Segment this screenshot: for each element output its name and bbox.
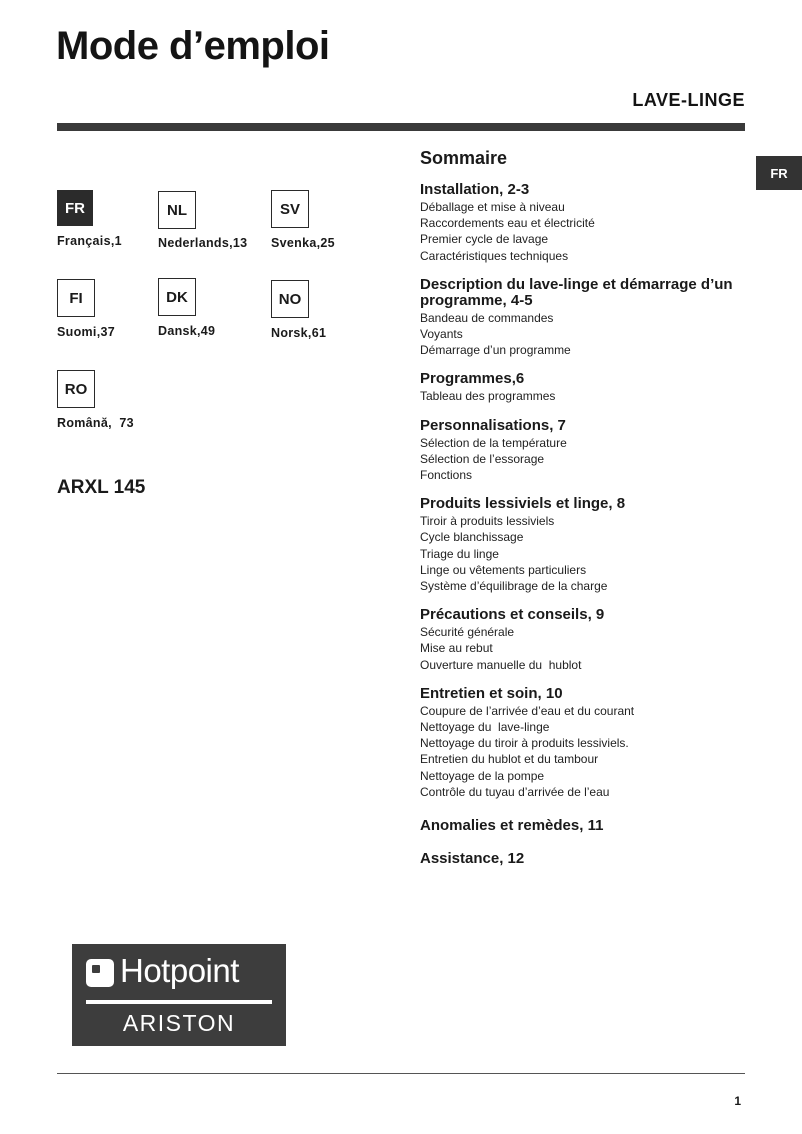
toc-item: Linge ou vêtements particuliers (420, 562, 587, 577)
toc-section-title: Programmes,6 (420, 370, 525, 388)
toc-section-precautions[interactable] (420, 607, 750, 673)
toc-item: Entretien du hublot et du tambour (420, 752, 599, 767)
hotpoint-ariston-logo (72, 944, 286, 1046)
toc-item: Nettoyage du lave-linge (420, 720, 550, 735)
language-code-box: FR (57, 190, 93, 226)
toc-item: Ouverture manuelle du hublot (420, 657, 582, 672)
logo-divider (86, 1000, 272, 1004)
language-code-box: RO (57, 370, 95, 408)
toc-item: Raccordements eau et électricité (420, 216, 595, 231)
toc-item: Triage du linge (420, 546, 499, 561)
language-label: Svenka,25 (271, 236, 335, 250)
language-side-tab[interactable]: FR (756, 156, 802, 190)
language-code-box: SV (271, 190, 309, 228)
language-label: Norsk,61 (271, 326, 327, 340)
toc-item: Contrôle du tuyau d’arrivée de l’eau (420, 784, 610, 799)
product-type: LAVE-LINGE (632, 90, 745, 110)
top-divider (57, 123, 745, 131)
toc-section-anomalies[interactable] (420, 818, 750, 834)
table-of-contents (420, 148, 750, 880)
toc-item: Tableau des programmes (420, 389, 556, 404)
hotpoint-square-icon (86, 959, 114, 987)
toc-item: Caractéristiques techniques (420, 248, 569, 263)
page-number: 1 (734, 1094, 741, 1108)
language-code-box: FI (57, 279, 95, 317)
language-code-box: DK (158, 278, 196, 316)
toc-item: Nettoyage de la pompe (420, 768, 545, 783)
toc-section-title: Entretien et soin, 10 (420, 684, 563, 702)
language-code-box: NL (158, 191, 196, 229)
toc-section-title: Assistance, 12 (420, 850, 525, 868)
language-link-nl[interactable] (158, 191, 278, 250)
toc-section-title: Anomalies et remèdes, 11 (420, 817, 604, 835)
bottom-divider (57, 1073, 745, 1074)
toc-item: Nettoyage du tiroir à produits lessiviels. (420, 736, 629, 751)
language-label: Français,1 (57, 234, 122, 248)
language-code-box: NO (271, 280, 309, 318)
toc-section-title: Description du lave-linge et démarrage d’un programme, 4-5 (420, 275, 733, 309)
toc-section-title: Personnalisations, 7 (420, 416, 566, 434)
language-link-sv[interactable] (271, 190, 391, 250)
toc-item: Voyants (420, 327, 463, 342)
toc-item: Démarrage d’un programme (420, 343, 571, 358)
toc-item: Premier cycle de lavage (420, 232, 549, 247)
toc-section-programmes[interactable] (420, 371, 750, 404)
toc-item: Mise au rebut (420, 641, 493, 656)
toc-item: Sécurité générale (420, 625, 515, 640)
toc-section-produits[interactable] (420, 496, 750, 594)
toc-item: Sélection de la température (420, 435, 567, 450)
model-number: ARXL 145 (57, 477, 146, 498)
language-label: Suomi,37 (57, 325, 115, 339)
toc-item: Coupure de l’arrivée d’eau et du courant (420, 703, 635, 718)
toc-item: Fonctions (420, 468, 473, 483)
logo-brand-top: Hotpoint (120, 952, 239, 989)
toc-item: Déballage et mise à niveau (420, 200, 565, 214)
toc-section-title: Installation, 2-3 (420, 181, 530, 198)
toc-item: Bandeau de commandes (420, 310, 554, 325)
toc-section-title: Précautions et conseils, 9 (420, 606, 605, 624)
language-label: Nederlands,13 (158, 236, 248, 250)
language-label: Dansk,49 (158, 324, 216, 338)
toc-heading: Sommaire (420, 148, 508, 168)
toc-section-entretien[interactable] (420, 686, 750, 800)
language-link-no[interactable] (271, 280, 391, 340)
toc-item: Système d’équilibrage de la charge (420, 579, 608, 594)
language-label: Română, 73 (57, 416, 134, 430)
toc-section-assistance[interactable] (420, 851, 750, 867)
toc-item: Tiroir à produits lessiviels (420, 514, 555, 529)
logo-brand-bottom: ARISTON (122, 1010, 236, 1036)
toc-section-personnalisations[interactable] (420, 418, 750, 484)
toc-section-installation[interactable] (420, 182, 750, 264)
toc-item: Sélection de l’essorage (420, 451, 545, 466)
language-link-ro[interactable] (57, 370, 177, 430)
language-link-dk[interactable] (158, 278, 278, 338)
toc-section-title: Produits lessiviels et linge, 8 (420, 495, 626, 513)
toc-item: Cycle blanchissage (420, 530, 524, 545)
document-title: Mode d’emploi (56, 24, 330, 68)
toc-section-description[interactable] (420, 277, 750, 359)
